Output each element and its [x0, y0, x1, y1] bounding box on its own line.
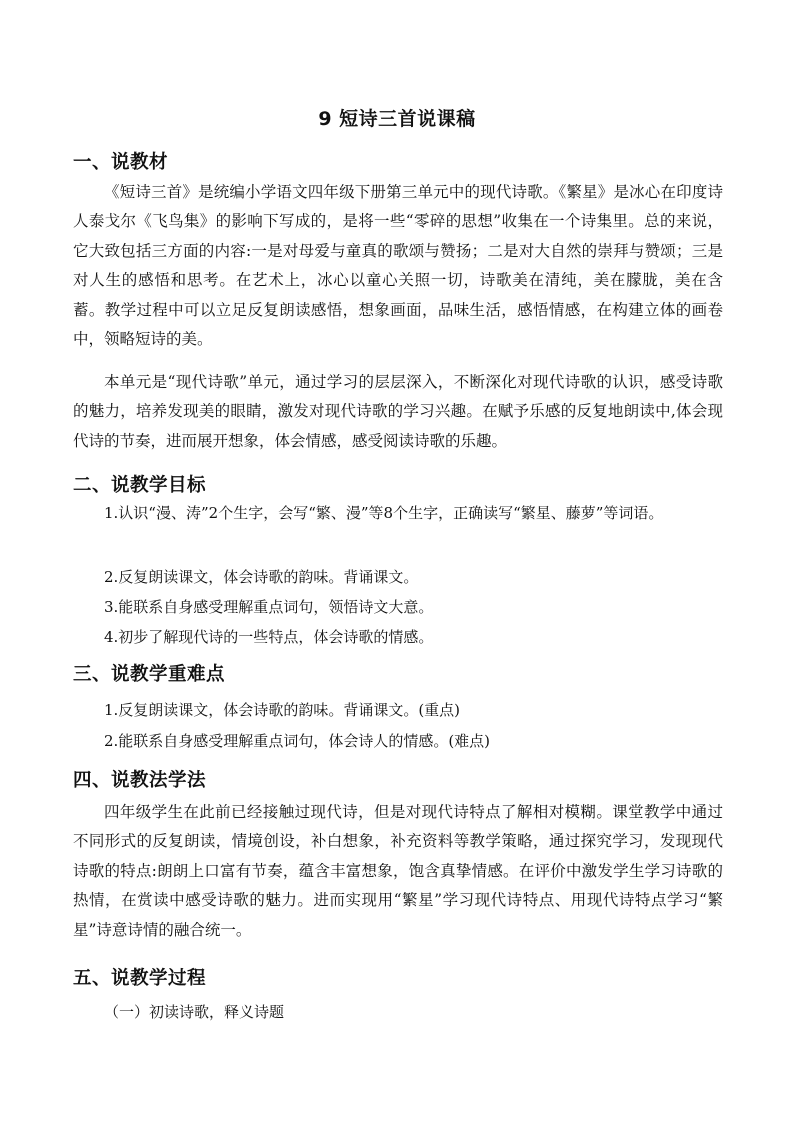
key-point-item-1: 1.反复朗读课文，体会诗歌的韵味。背诵课文。(重点) — [104, 701, 461, 719]
section-heading-textbook: 一、说教材 — [73, 152, 169, 173]
document-title: 9 短诗三首说课稿 — [318, 108, 476, 130]
goal-item-4: 4.初步了解现代诗的一些特点，体会诗歌的情感。 — [104, 628, 434, 646]
section-heading-key-points: 三、说教学重难点 — [73, 664, 226, 685]
goal-item-1: 1.认识“漫、涛”2个生字，会写“繁、漫”等8个生字，正确读写“繁星、藤萝”等词语。 — [104, 504, 664, 522]
paragraph-methods: 四年级学生在此前已经接触过现代诗，但是对现代诗特点了解相对模糊。课堂教学中通过不同形式的反复朗读，情境创设，补白想象，补充资料等教学策略，通过探究学习，发现现代诗歌的特点:朗朗上口富有节奏，蕴含丰富想象，饱含真挚情感。在评价中激发学生学习诗歌的热情，在赏读中感受诗歌的魅力。进而实现用“繁星”学习现代诗特点、用现代诗特点学习“繁星”诗意诗情的融合统一。 — [73, 803, 723, 939]
goal-item-3: 3.能联系自身感受理解重点词句，领悟诗文大意。 — [104, 598, 434, 616]
goal-item-2: 2.反复朗读课文，体会诗歌的韵味。背诵课文。 — [104, 568, 419, 586]
section-heading-process: 五、说教学过程 — [73, 968, 207, 989]
process-subheading-1: （一）初读诗歌，释义诗题 — [104, 1003, 285, 1021]
key-point-item-2: 2.能联系自身感受理解重点词句，体会诗人的情感。(难点) — [104, 732, 491, 750]
paragraph-textbook-1: 《短诗三首》是统编小学语文四年级下册第三单元中的现代诗歌。《繁星》是冰心在印度诗人泰戈尔《飞鸟集》的影响下写成的，是将一些“零碎的思想”收集在一个诗集里。总的来说，它大致包括三方面的内容:一是对母爱与童真的歌颂与赞扬；二是对大自然的崇拜与赞颂；三是对人生的感悟和思考。在艺术上，冰心以童心关照一切，诗歌美在清纯，美在朦胧，美在含蓄。教学过程中可以立足反复朗读感悟，想象画面，品味生活，感悟情感，在构建立体的画卷中，领略短诗的美。 — [73, 183, 723, 349]
section-heading-methods: 四、说教法学法 — [73, 770, 207, 791]
paragraph-textbook-2: 本单元是“现代诗歌”单元，通过学习的层层深入，不断深化对现代诗歌的认识，感受诗歌的魅力，培养发现美的眼睛，激发对现代诗歌的学习兴趣。在赋予乐感的反复地朗读中,体会现代诗的节奏，进而展开想象，体会情感，感受阅读诗歌的乐趣。 — [73, 373, 723, 450]
section-heading-goals: 二、说教学目标 — [73, 475, 207, 496]
